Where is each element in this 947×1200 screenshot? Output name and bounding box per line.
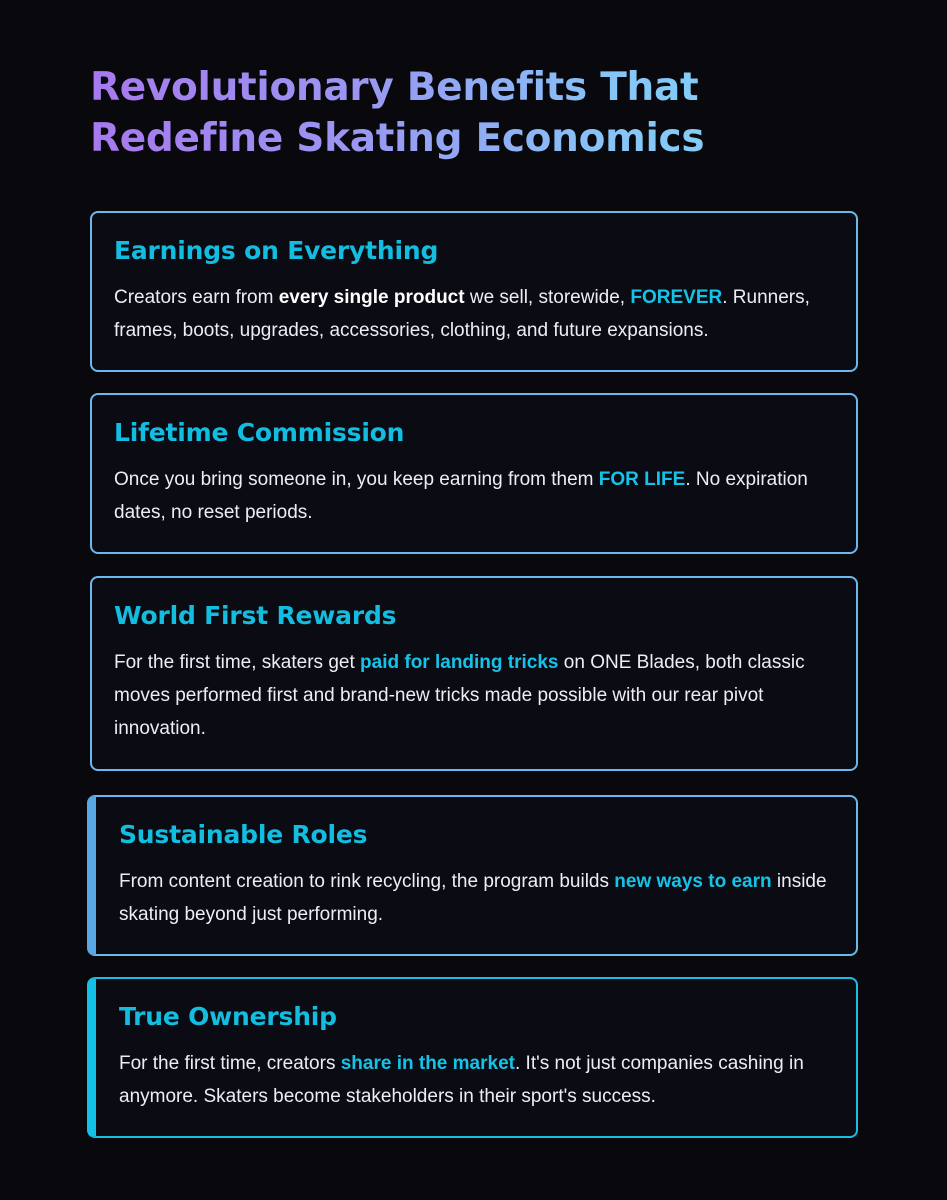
benefit-highlight: new ways to earn bbox=[614, 871, 772, 892]
benefit-card-title: Sustainable Roles bbox=[119, 820, 368, 849]
benefit-card-true-ownership bbox=[87, 977, 858, 1138]
benefit-card-title: World First Rewards bbox=[114, 601, 397, 630]
benefit-text: inside skating beyond just performing. bbox=[119, 871, 827, 925]
benefit-bold-text: every single product bbox=[278, 287, 465, 308]
benefit-highlight: FOREVER bbox=[630, 287, 723, 308]
benefit-highlight: FOR LIFE bbox=[598, 469, 686, 490]
benefit-card-title: Earnings on Everything bbox=[114, 236, 439, 265]
benefit-highlight: paid for landing tricks bbox=[360, 652, 559, 673]
benefit-text: . Runners, frames, boots, upgrades, accessories, clothing, and future expansions. bbox=[114, 287, 810, 341]
page-title-line-1: Revolutionary Benefits That bbox=[90, 65, 699, 110]
page-title-line-2: Redefine Skating Economics bbox=[90, 116, 705, 161]
benefit-card-description bbox=[119, 865, 834, 931]
benefit-card-title: True Ownership bbox=[119, 1002, 337, 1031]
benefit-card-description bbox=[119, 1047, 834, 1113]
benefit-text: we sell, storewide, bbox=[464, 287, 631, 308]
benefit-text: Once you bring someone in, you keep earning from them bbox=[114, 469, 599, 490]
benefit-text: on ONE Blades, both classic moves performed first and brand-new tricks made possible with our rear pivot innovation. bbox=[114, 652, 805, 739]
benefit-card-description bbox=[114, 463, 834, 529]
benefit-highlight: share in the market bbox=[340, 1053, 515, 1074]
benefit-card-world-first-rewards bbox=[90, 576, 858, 771]
benefit-text: For the first time, skaters get bbox=[114, 652, 361, 673]
benefit-card-earnings-on-everything bbox=[90, 211, 858, 372]
benefit-text: Creators earn from bbox=[114, 287, 279, 308]
benefit-card-description bbox=[114, 646, 834, 745]
page-title bbox=[90, 62, 850, 164]
benefit-card-sustainable-roles bbox=[87, 795, 858, 956]
benefit-card-title: Lifetime Commission bbox=[114, 418, 405, 447]
benefit-text: . No expiration dates, no reset periods. bbox=[114, 469, 808, 523]
benefit-text: For the first time, creators bbox=[119, 1053, 341, 1074]
benefit-card-description bbox=[114, 281, 834, 347]
benefit-text: From content creation to rink recycling, the program builds bbox=[119, 871, 615, 892]
benefit-card-lifetime-commission bbox=[90, 393, 858, 554]
benefit-text: . It's not just companies cashing in anymore. Skaters become stakeholders in their sport's success. bbox=[119, 1053, 804, 1107]
